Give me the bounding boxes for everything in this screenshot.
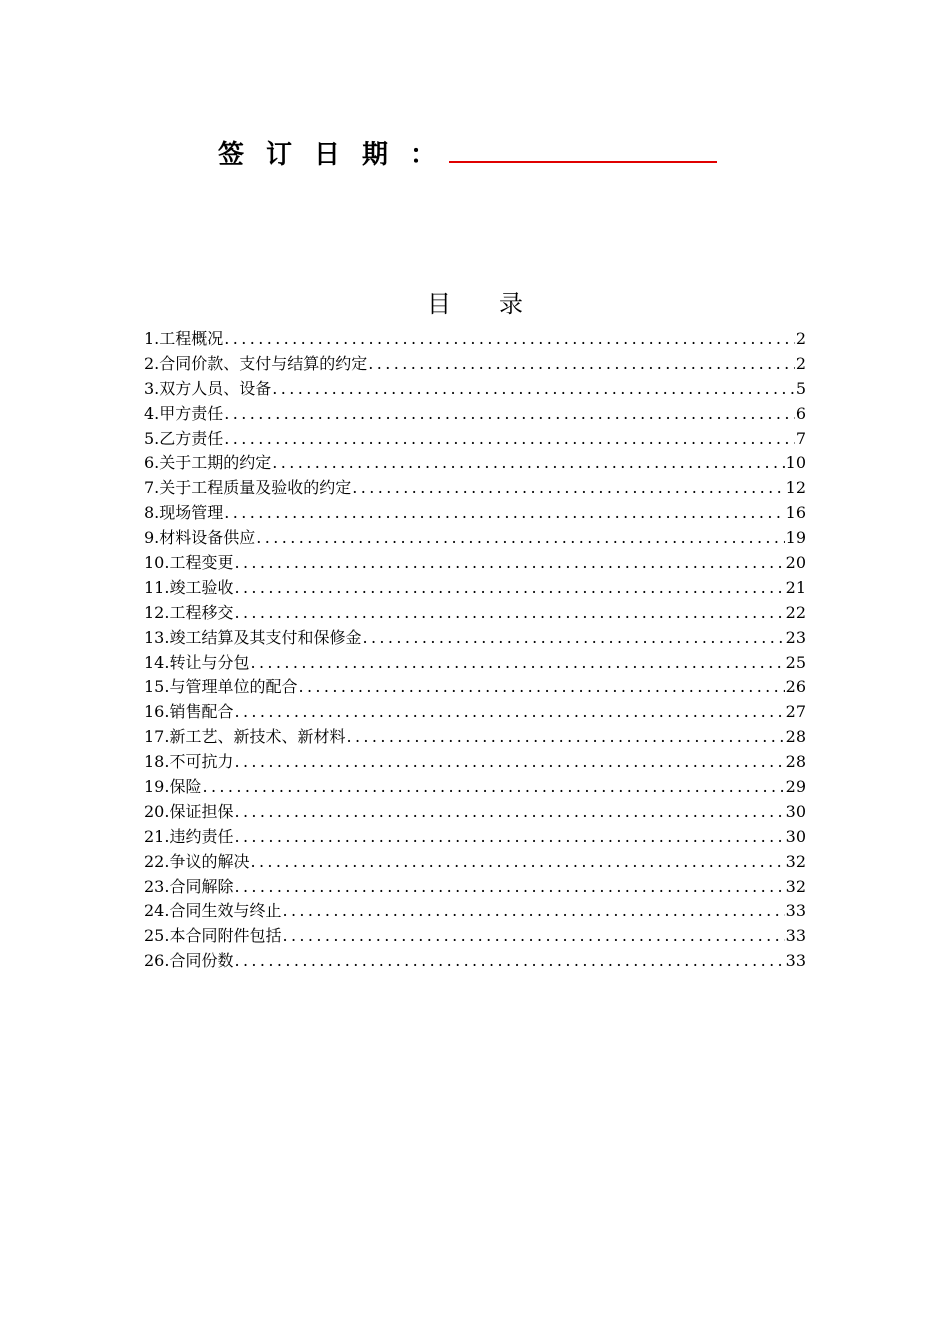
toc-entry[interactable]: [144, 949, 806, 974]
toc-entry-label: 9.材料设备供应: [144, 528, 256, 548]
toc-dot-leader: [250, 651, 784, 676]
toc-entry[interactable]: [144, 402, 806, 427]
toc-entry[interactable]: [144, 825, 806, 850]
toc-entry-label: 8.现场管理: [144, 503, 224, 523]
toc-dot-leader: [282, 924, 784, 949]
toc-dot-leader: [224, 501, 784, 526]
toc-entry[interactable]: [144, 501, 806, 526]
toc-entry[interactable]: [144, 850, 806, 875]
toc-entry-page-number: 29: [785, 777, 806, 797]
toc-entry[interactable]: [144, 451, 806, 476]
toc-entry-label: 18.不可抗力: [144, 752, 234, 772]
toc-entry-page-number: 22: [785, 602, 806, 622]
toc-entry-page-number: 20: [785, 553, 806, 573]
toc-entry-label: 23.合同解除: [144, 876, 234, 896]
toc-entry-label: 17.新工艺、新技术、新材料: [144, 727, 346, 747]
toc-entry-label: 1.工程概况: [144, 329, 224, 348]
toc-entry-page-number: 28: [785, 752, 806, 772]
toc-entry[interactable]: [144, 924, 806, 949]
toc-entry[interactable]: [144, 576, 806, 601]
toc-entry[interactable]: [144, 601, 806, 626]
toc-entry-page-number: 12: [785, 478, 806, 498]
toc-entry-label: 11.竣工验收: [144, 577, 234, 597]
toc-entry[interactable]: [144, 427, 806, 452]
signing-date-label: 签订日期：: [218, 140, 459, 170]
toc-dot-leader: [234, 800, 784, 825]
toc-entry-label: 7.关于工程质量及验收的约定: [144, 478, 352, 498]
toc-dot-leader: [234, 700, 784, 725]
toc-entry[interactable]: [144, 352, 806, 377]
toc-entry-label: 21.违约责任: [144, 826, 234, 846]
toc-entry-page-number: 7: [795, 428, 806, 448]
toc-entry-label: 26.合同份数: [144, 951, 234, 971]
toc-entry-label: 10.工程变更: [144, 553, 234, 573]
toc-entry-page-number: 2: [795, 329, 806, 348]
toc-dot-leader: [346, 725, 784, 750]
toc-entry[interactable]: [144, 377, 806, 402]
toc-entry-page-number: 10: [785, 453, 806, 473]
toc-dot-leader: [234, 949, 784, 974]
toc-entry[interactable]: [144, 725, 806, 750]
toc-entry-label: 22.争议的解决: [144, 851, 250, 871]
toc-entry[interactable]: [144, 626, 806, 651]
toc-entry[interactable]: [144, 800, 806, 825]
toc-entry[interactable]: [144, 750, 806, 775]
signing-date-blank-line: [449, 161, 717, 163]
toc-entry-page-number: 30: [785, 801, 806, 821]
toc-entry-page-number: 26: [785, 677, 806, 697]
toc-dot-leader: [368, 352, 795, 377]
toc-entry-label: 14.转让与分包: [144, 652, 250, 672]
toc-entry-page-number: 19: [785, 528, 806, 548]
toc-dot-leader: [250, 850, 784, 875]
toc-entry-label: 12.工程移交: [144, 602, 234, 622]
toc-dot-leader: [234, 750, 784, 775]
toc-entry[interactable]: [144, 875, 806, 900]
toc-dot-leader: [362, 626, 784, 651]
toc-entry-label: 25.本合同附件包括: [144, 926, 282, 946]
toc-entry[interactable]: [144, 551, 806, 576]
toc-entry[interactable]: [144, 476, 806, 501]
toc-dot-leader: [234, 601, 784, 626]
toc-entry[interactable]: [144, 651, 806, 676]
toc-entry[interactable]: [144, 899, 806, 924]
table-of-contents: [144, 327, 806, 974]
toc-entry-label: 3.双方人员、设备: [144, 378, 272, 398]
toc-entry-page-number: 21: [785, 577, 806, 597]
toc-dot-leader: [234, 551, 784, 576]
toc-entry-page-number: 33: [785, 951, 806, 971]
toc-dot-leader: [282, 899, 784, 924]
toc-entry-label: 15.与管理单位的配合: [144, 677, 298, 697]
toc-entry[interactable]: [144, 700, 806, 725]
toc-entry-page-number: 6: [795, 403, 806, 423]
toc-dot-leader: [298, 675, 784, 700]
toc-dot-leader: [272, 451, 784, 476]
toc-dot-leader: [224, 427, 795, 452]
toc-entry-label: 6.关于工期的约定: [144, 453, 272, 473]
toc-entry-page-number: 30: [785, 826, 806, 846]
toc-entry-page-number: 33: [785, 926, 806, 946]
toc-dot-leader: [234, 825, 784, 850]
toc-entry-page-number: 25: [785, 652, 806, 672]
toc-entry-label: 19.保险: [144, 777, 202, 797]
toc-entry-label: 4.甲方责任: [144, 403, 224, 423]
toc-entry[interactable]: [144, 526, 806, 551]
toc-entry-label: 5.乙方责任: [144, 428, 224, 448]
toc-entry[interactable]: [144, 675, 806, 700]
toc-entry-page-number: 32: [785, 876, 806, 896]
toc-dot-leader: [256, 526, 784, 551]
toc-entry-page-number: 16: [785, 503, 806, 523]
toc-entry-page-number: 33: [785, 901, 806, 921]
toc-entry[interactable]: [144, 775, 806, 800]
toc-entry-label: 2.合同价款、支付与结算的约定: [144, 353, 368, 373]
toc-dot-leader: [272, 377, 795, 402]
toc-dot-leader: [352, 476, 784, 501]
toc-dot-leader: [234, 875, 784, 900]
toc-dot-leader: [202, 775, 784, 800]
toc-entry[interactable]: [144, 327, 806, 352]
toc-entry-label: 20.保证担保: [144, 801, 234, 821]
toc-entry-page-number: 5: [795, 378, 806, 398]
toc-entry-page-number: 32: [785, 851, 806, 871]
toc-entry-label: 16.销售配合: [144, 702, 234, 722]
toc-entry-label: 13.竣工结算及其支付和保修金: [144, 627, 362, 647]
toc-entry-page-number: 28: [785, 727, 806, 747]
toc-dot-leader: [224, 327, 795, 352]
toc-entry-label: 24.合同生效与终止: [144, 901, 282, 921]
toc-entry-page-number: 27: [785, 702, 806, 722]
toc-dot-leader: [224, 402, 795, 427]
toc-entry-page-number: 2: [795, 353, 806, 373]
toc-title: 目录: [427, 290, 571, 318]
toc-entry-page-number: 23: [785, 627, 806, 647]
toc-dot-leader: [234, 576, 784, 601]
